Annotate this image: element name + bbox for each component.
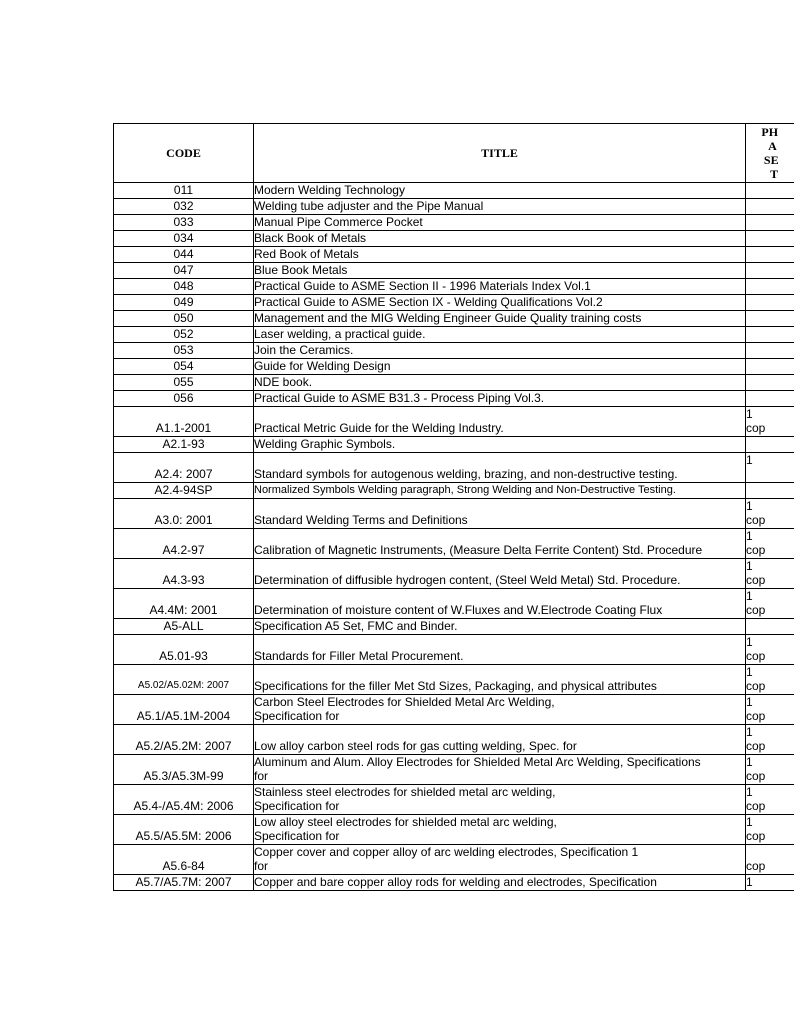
ph-cell: [746, 815, 794, 845]
code-cell: A5.7/A5.7M: 2007: [114, 875, 254, 891]
title-line: [254, 665, 745, 679]
ph-line: 1: [746, 875, 753, 889]
title-cell: [254, 725, 746, 755]
ph-cell: [746, 589, 794, 619]
title-line: Management and the MIG Welding Engineer Guide Quality training costs: [254, 311, 642, 325]
code-cell: A5.4-/A5.4M: 2006: [114, 785, 254, 815]
code-cell: 053: [114, 343, 254, 359]
ph-cell: [746, 199, 794, 215]
ph-cell: [746, 845, 794, 875]
ph-cell: [746, 725, 794, 755]
code-cell: 055: [114, 375, 254, 391]
title-line: Practical Metric Guide for the Welding Industry.: [254, 421, 504, 435]
table-row: [114, 183, 794, 199]
table-row: [114, 453, 794, 483]
code-cell: 056: [114, 391, 254, 407]
code-cell: A5.5/A5.5M: 2006: [114, 815, 254, 845]
title-cell: [254, 231, 746, 247]
ph-cell: [746, 231, 794, 247]
title-cell: [254, 295, 746, 311]
code-cell: A3.0: 2001: [114, 499, 254, 529]
title-line: Specifications for the filler Met Std Sizes, Packaging, and physical attributes: [254, 679, 657, 693]
ph-cell: [746, 499, 794, 529]
ph-cell: [746, 875, 794, 891]
code-cell: A5.01-93: [114, 635, 254, 665]
table-row: [114, 665, 794, 695]
table-row: [114, 499, 794, 529]
table-row: [114, 483, 794, 499]
code-cell: 047: [114, 263, 254, 279]
code-cell: 048: [114, 279, 254, 295]
code-cell: 033: [114, 215, 254, 231]
ph-line: cop: [746, 769, 766, 783]
ph-cell: [746, 695, 794, 725]
title-cell: [254, 529, 746, 559]
code-cell: A5-ALL: [114, 619, 254, 635]
title-line: Aluminum and Alum. Alloy Electrodes for Shielded Metal Arc Welding, Specifications: [254, 755, 701, 769]
ph-cell: [746, 407, 794, 437]
table-row: [114, 559, 794, 589]
title-line: Specification for: [254, 709, 340, 723]
title-line: Red Book of Metals: [254, 247, 359, 261]
title-line: Standard symbols for autogenous welding, brazing, and non-destructive testing.: [254, 467, 678, 481]
code-cell: 050: [114, 311, 254, 327]
table-row: [114, 215, 794, 231]
table-row: [114, 343, 794, 359]
ph-cell: [746, 619, 794, 635]
title-cell: [254, 665, 746, 695]
title-line: Black Book of Metals: [254, 231, 367, 245]
ph-line: 1: [746, 815, 753, 829]
title-cell: [254, 695, 746, 725]
ph-line: 1: [746, 559, 753, 573]
table-row: [114, 375, 794, 391]
codes-table: [113, 123, 794, 891]
ph-cell: [746, 785, 794, 815]
title-cell: [254, 375, 746, 391]
title-line: [254, 499, 745, 513]
ph-cell: [746, 295, 794, 311]
title-line: Copper cover and copper alloy of arc welding electrodes, Specification 1: [254, 845, 639, 859]
code-cell: A5.2/A5.2M: 2007: [114, 725, 254, 755]
ph-line: 1: [746, 665, 753, 679]
title-cell: [254, 359, 746, 375]
code-cell: 052: [114, 327, 254, 343]
title-cell: [254, 391, 746, 407]
table-row: [114, 279, 794, 295]
title-line: Guide for Welding Design: [254, 359, 391, 373]
title-cell: [254, 815, 746, 845]
code-cell: 054: [114, 359, 254, 375]
title-line: [254, 529, 745, 543]
ph-cell: [746, 635, 794, 665]
title-cell: [254, 499, 746, 529]
code-cell: A5.6-84: [114, 845, 254, 875]
ph-line: cop: [746, 603, 766, 617]
title-line: [254, 635, 745, 649]
ph-line: 1: [746, 785, 753, 799]
ph-cell: [746, 483, 794, 499]
title-cell: [254, 247, 746, 263]
title-cell: [254, 199, 746, 215]
ph-line: 1: [746, 499, 753, 513]
title-cell: [254, 407, 746, 437]
title-cell: [254, 437, 746, 453]
table-row: [114, 785, 794, 815]
code-cell: 032: [114, 199, 254, 215]
title-cell: [254, 755, 746, 785]
title-cell: [254, 559, 746, 589]
title-line: Calibration of Magnetic Instruments, (Measure Delta Ferrite Content) Std. Procedure: [254, 543, 703, 557]
ph-cell: [746, 327, 794, 343]
ph-line: cop: [746, 513, 766, 527]
ph-cell: [746, 359, 794, 375]
table-row: [114, 295, 794, 311]
title-line: Low alloy carbon steel rods for gas cutting welding, Spec. for: [254, 739, 577, 753]
ph-cell: [746, 453, 794, 483]
ph-cell: [746, 665, 794, 695]
ph-line: cop: [746, 679, 766, 693]
header-row: [114, 124, 794, 183]
title-line: Practical Guide to ASME Section IX - Welding Qualifications Vol.2: [254, 295, 603, 309]
code-cell: 011: [114, 183, 254, 199]
code-cell: A1.1-2001: [114, 407, 254, 437]
ph-cell: [746, 375, 794, 391]
table-row: [114, 725, 794, 755]
ph-line: [746, 845, 794, 859]
table-row: [114, 231, 794, 247]
title-line: Normalized Symbols Welding paragraph, Strong Welding and Non-Destructive Testing.: [254, 484, 676, 496]
ph-line: 1: [746, 725, 753, 739]
code-cell: A4.3-93: [114, 559, 254, 589]
ph-cell: [746, 279, 794, 295]
table-row: [114, 247, 794, 263]
ph-line: 1: [746, 589, 753, 603]
code-header: CODE: [114, 124, 254, 183]
title-cell: [254, 875, 746, 891]
code-cell: A4.2-97: [114, 529, 254, 559]
code-cell: 049: [114, 295, 254, 311]
ph-line: 1: [746, 453, 753, 467]
title-cell: [254, 483, 746, 499]
table-row: [114, 755, 794, 785]
title-line: Standard Welding Terms and Definitions: [254, 513, 468, 527]
title-line: Carbon Steel Electrodes for Shielded Metal Arc Welding,: [254, 695, 555, 709]
title-cell: [254, 845, 746, 875]
code-cell: A5.02/A5.02M: 2007: [114, 665, 254, 695]
ph-line: cop: [746, 709, 766, 723]
code-cell: A2.4: 2007: [114, 453, 254, 483]
title-line: Specification for: [254, 799, 340, 813]
ph-cell: [746, 263, 794, 279]
table-row: [114, 391, 794, 407]
title-cell: [254, 343, 746, 359]
title-line: [254, 589, 745, 603]
ph-cell: [746, 559, 794, 589]
title-line: [254, 407, 745, 421]
ph-cell: [746, 215, 794, 231]
title-cell: [254, 327, 746, 343]
ph-cell: [746, 529, 794, 559]
table-row: [114, 311, 794, 327]
title-line: [254, 725, 745, 739]
title-cell: [254, 619, 746, 635]
title-line: [254, 559, 745, 573]
title-header: TITLE: [254, 124, 746, 183]
code-cell: A4.4M: 2001: [114, 589, 254, 619]
ph-cell: [746, 247, 794, 263]
ph-cell: [746, 311, 794, 327]
table-row: [114, 437, 794, 453]
code-cell: A2.1-93: [114, 437, 254, 453]
title-line: for: [254, 769, 269, 783]
title-cell: [254, 279, 746, 295]
title-line: Blue Book Metals: [254, 263, 348, 277]
code-cell: 044: [114, 247, 254, 263]
title-line: Manual Pipe Commerce Pocket: [254, 215, 423, 229]
title-line: [254, 453, 745, 467]
title-line: Copper and bare copper alloy rods for welding and electrodes, Specification: [254, 875, 657, 889]
title-line: Determination of diffusible hydrogen content, (Steel Weld Metal) Std. Procedure.: [254, 573, 681, 587]
ph-line: cop: [746, 649, 766, 663]
title-line: NDE book.: [254, 375, 313, 389]
code-cell: A5.1/A5.1M-2004: [114, 695, 254, 725]
table-row: [114, 199, 794, 215]
title-cell: [254, 589, 746, 619]
title-line: Laser welding, a practical guide.: [254, 327, 426, 341]
title-line: Practical Guide to ASME B31.3 - Process Piping Vol.3.: [254, 391, 545, 405]
ph-line: [746, 467, 794, 481]
ph-line: 1: [746, 755, 753, 769]
title-line: Specification for: [254, 829, 340, 843]
table-row: [114, 619, 794, 635]
ph-line: cop: [746, 859, 766, 873]
table-row: [114, 263, 794, 279]
ph-line: cop: [746, 829, 766, 843]
ph-line: cop: [746, 421, 766, 435]
title-line: Stainless steel electrodes for shielded metal arc welding,: [254, 785, 556, 799]
table-row: [114, 359, 794, 375]
code-cell: A2.4-94SP: [114, 483, 254, 499]
table-row: [114, 529, 794, 559]
title-cell: [254, 635, 746, 665]
ph-cell: [746, 183, 794, 199]
ph-line: cop: [746, 573, 766, 587]
title-cell: [254, 311, 746, 327]
title-line: Join the Ceramics.: [254, 343, 354, 357]
title-line: Determination of moisture content of W.Fluxes and W.Electrode Coating Flux: [254, 603, 663, 617]
ph-cell: [746, 343, 794, 359]
ph-line: cop: [746, 543, 766, 557]
table-row: [114, 407, 794, 437]
table-row: [114, 695, 794, 725]
table-body: [114, 183, 794, 891]
ph-line: 1: [746, 407, 753, 421]
title-cell: [254, 215, 746, 231]
table-row: [114, 845, 794, 875]
code-cell: A5.3/A5.3M-99: [114, 755, 254, 785]
title-line: Practical Guide to ASME Section II - 1996 Materials Index Vol.1: [254, 279, 591, 293]
ph-line: cop: [746, 739, 766, 753]
title-line: Modern Welding Technology: [254, 183, 405, 197]
ph-cell: [746, 437, 794, 453]
ph-cell: [746, 391, 794, 407]
ph-line: 1: [746, 635, 753, 649]
title-line: Standards for Filler Metal Procurement.: [254, 649, 464, 663]
title-cell: [254, 263, 746, 279]
title-line: Specification A5 Set, FMC and Binder.: [254, 619, 458, 633]
ph-line: cop: [746, 799, 766, 813]
table-row: [114, 327, 794, 343]
code-cell: 034: [114, 231, 254, 247]
table-row: [114, 815, 794, 845]
title-line: Low alloy steel electrodes for shielded metal arc welding,: [254, 815, 557, 829]
ph-cell: [746, 755, 794, 785]
ph-line: 1: [746, 695, 753, 709]
title-line: Welding Graphic Symbols.: [254, 437, 396, 451]
title-cell: [254, 453, 746, 483]
title-line: Welding tube adjuster and the Pipe Manual: [254, 199, 484, 213]
table-row: [114, 635, 794, 665]
title-cell: [254, 785, 746, 815]
title-cell: [254, 183, 746, 199]
ph-header: PH A SE T: [746, 124, 794, 183]
ph-line: 1: [746, 529, 753, 543]
table-row: [114, 875, 794, 891]
title-line: for: [254, 859, 269, 873]
table-row: [114, 589, 794, 619]
